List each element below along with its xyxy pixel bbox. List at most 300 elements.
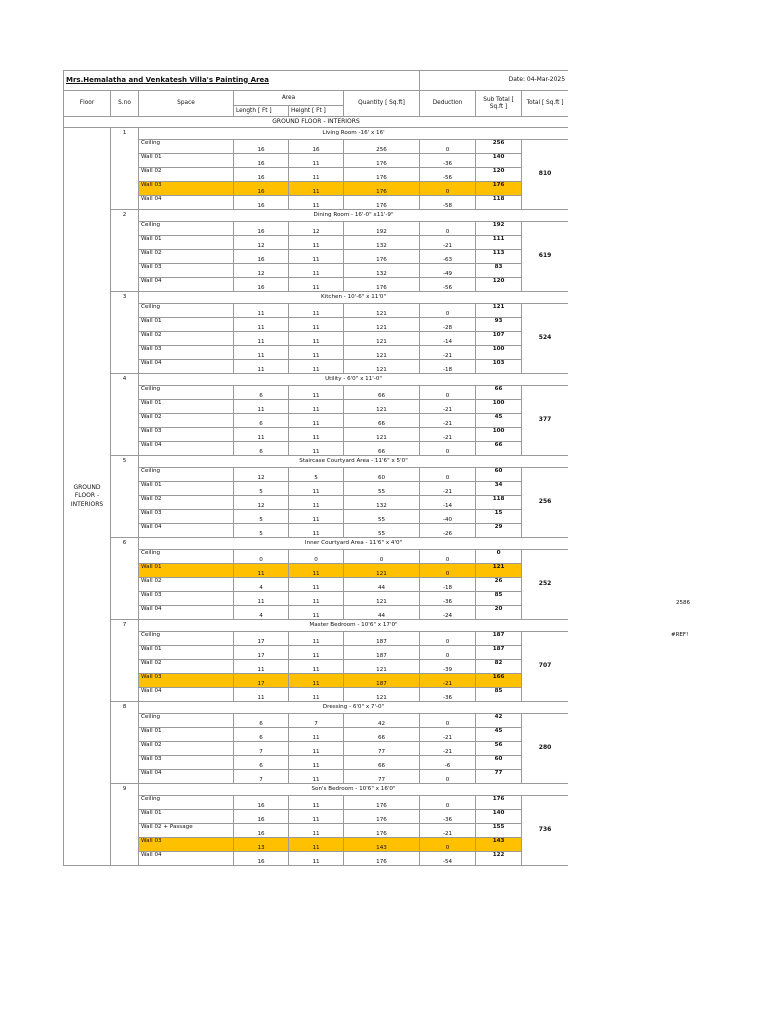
subtotal-cell: 66	[476, 442, 522, 456]
deduction-cell: -56	[420, 278, 476, 292]
room-sno: 4	[111, 374, 139, 456]
length-cell: 6	[234, 714, 289, 728]
quantity-cell: 55	[344, 482, 420, 496]
height-cell: 11	[289, 182, 344, 196]
height-cell: 11	[289, 360, 344, 374]
header-height: Height [ Ft ]	[289, 106, 344, 117]
header-deduction: Deduction	[420, 91, 476, 117]
deduction-cell: 0	[420, 222, 476, 236]
height-cell: 11	[289, 632, 344, 646]
length-cell: 11	[234, 592, 289, 606]
height-cell: 11	[289, 606, 344, 620]
height-cell: 11	[289, 510, 344, 524]
height-cell: 11	[289, 578, 344, 592]
header-total: Total [ Sq.ft ]	[522, 91, 568, 117]
painting-area-sheet	[63, 70, 568, 936]
table-row	[64, 742, 569, 756]
space-cell: Wall 03	[139, 674, 234, 688]
deduction-cell: -58	[420, 196, 476, 210]
height-cell: 11	[289, 810, 344, 824]
table-row	[64, 592, 569, 606]
subtotal-cell: 120	[476, 278, 522, 292]
table-row	[64, 468, 569, 482]
table-row	[64, 414, 569, 428]
deduction-cell: -63	[420, 250, 476, 264]
length-cell: 7	[234, 742, 289, 756]
length-cell: 16	[234, 796, 289, 810]
length-cell: 6	[234, 442, 289, 456]
deduction-cell: 0	[420, 468, 476, 482]
space-cell: Wall 03	[139, 756, 234, 770]
table-row	[64, 810, 569, 824]
length-cell: 5	[234, 524, 289, 538]
table-row	[64, 606, 569, 620]
quantity-cell: 121	[344, 564, 420, 578]
height-cell: 11	[289, 674, 344, 688]
subtotal-cell: 83	[476, 264, 522, 278]
height-cell: 11	[289, 318, 344, 332]
subtotal-cell: 192	[476, 222, 522, 236]
height-cell: 11	[289, 824, 344, 838]
length-cell: 5	[234, 510, 289, 524]
space-cell: Wall 02	[139, 742, 234, 756]
side-note-value: 2586	[676, 600, 690, 606]
length-cell: 11	[234, 332, 289, 346]
subtotal-cell: 118	[476, 196, 522, 210]
table-row	[64, 796, 569, 810]
height-cell: 11	[289, 660, 344, 674]
space-cell: Ceiling	[139, 714, 234, 728]
space-cell: Wall 04	[139, 770, 234, 784]
header-subtotal: Sub Total [ Sq.ft ]	[476, 91, 522, 117]
length-cell: 17	[234, 632, 289, 646]
deduction-cell: -21	[420, 674, 476, 688]
header-area: Area	[234, 91, 344, 106]
header-floor: Floor	[64, 91, 111, 117]
length-cell: 12	[234, 496, 289, 510]
quantity-cell: 55	[344, 510, 420, 524]
table-row	[64, 346, 569, 360]
space-cell: Wall 01	[139, 482, 234, 496]
table-row	[64, 578, 569, 592]
height-cell: 7	[289, 714, 344, 728]
subtotal-cell: 143	[476, 838, 522, 852]
space-cell: Wall 02	[139, 578, 234, 592]
subtotal-cell: 122	[476, 852, 522, 866]
header-sno: S.no	[111, 91, 139, 117]
table-row	[64, 524, 569, 538]
room-label: Master Bedroom - 10'6" x 17'0"	[139, 620, 569, 632]
space-cell: Wall 02	[139, 250, 234, 264]
length-cell: 12	[234, 468, 289, 482]
length-cell: 6	[234, 414, 289, 428]
deduction-cell: 0	[420, 770, 476, 784]
table-row	[64, 660, 569, 674]
deduction-cell: 0	[420, 714, 476, 728]
height-cell: 11	[289, 278, 344, 292]
room-header-row	[64, 210, 569, 222]
subtotal-cell: 155	[476, 824, 522, 838]
quantity-cell: 66	[344, 386, 420, 400]
space-cell: Wall 01	[139, 564, 234, 578]
length-cell: 16	[234, 154, 289, 168]
room-total: 524	[522, 304, 568, 374]
length-cell: 13	[234, 838, 289, 852]
header-space: Space	[139, 91, 234, 117]
subtotal-cell: 187	[476, 646, 522, 660]
quantity-cell: 176	[344, 182, 420, 196]
space-cell: Ceiling	[139, 222, 234, 236]
deduction-cell: -21	[420, 400, 476, 414]
room-sno: 9	[111, 784, 139, 866]
space-cell: Wall 02	[139, 660, 234, 674]
table-row	[64, 646, 569, 660]
height-cell: 5	[289, 468, 344, 482]
height-cell: 11	[289, 524, 344, 538]
room-sno: 2	[111, 210, 139, 292]
subtotal-cell: 140	[476, 154, 522, 168]
quantity-cell: 121	[344, 592, 420, 606]
height-cell: 11	[289, 442, 344, 456]
quantity-cell: 176	[344, 250, 420, 264]
table-row	[64, 182, 569, 196]
room-label: Dining Room - 16'-0" x11'-9"	[139, 210, 569, 222]
room-total: 280	[522, 714, 568, 784]
quantity-cell: 187	[344, 632, 420, 646]
quantity-cell: 176	[344, 796, 420, 810]
length-cell: 11	[234, 304, 289, 318]
space-cell: Wall 01	[139, 728, 234, 742]
deduction-cell: -54	[420, 852, 476, 866]
height-cell: 11	[289, 196, 344, 210]
table-row	[64, 728, 569, 742]
quantity-cell: 121	[344, 688, 420, 702]
subtotal-cell: 121	[476, 304, 522, 318]
room-label: Living Room -16' x 16'	[139, 128, 569, 140]
deduction-cell: -36	[420, 688, 476, 702]
quantity-cell: 121	[344, 346, 420, 360]
table-row	[64, 510, 569, 524]
space-cell: Wall 04	[139, 524, 234, 538]
room-header-row	[64, 702, 569, 714]
subtotal-cell: 113	[476, 250, 522, 264]
deduction-cell: -14	[420, 332, 476, 346]
deduction-cell: 0	[420, 386, 476, 400]
length-cell: 16	[234, 824, 289, 838]
height-cell: 11	[289, 154, 344, 168]
room-total: 810	[522, 140, 568, 210]
quantity-cell: 187	[344, 646, 420, 660]
quantity-cell: 66	[344, 414, 420, 428]
length-cell: 0	[234, 550, 289, 564]
room-label: Kitchen - 10'-6" x 11'0"	[139, 292, 569, 304]
room-sno: 3	[111, 292, 139, 374]
quantity-cell: 77	[344, 770, 420, 784]
space-cell: Wall 01	[139, 400, 234, 414]
space-cell: Wall 04	[139, 196, 234, 210]
subtotal-cell: 120	[476, 168, 522, 182]
space-cell: Wall 01	[139, 810, 234, 824]
quantity-cell: 121	[344, 332, 420, 346]
table-row	[64, 688, 569, 702]
quantity-cell: 66	[344, 442, 420, 456]
quantity-cell: 176	[344, 852, 420, 866]
length-cell: 5	[234, 482, 289, 496]
subtotal-cell: 140	[476, 810, 522, 824]
deduction-cell: -18	[420, 578, 476, 592]
floor-label: GROUND FLOOR - INTERIORS	[64, 128, 111, 866]
deduction-cell: 0	[420, 564, 476, 578]
length-cell: 6	[234, 386, 289, 400]
deduction-cell: -56	[420, 168, 476, 182]
room-sno: 5	[111, 456, 139, 538]
table-row	[64, 824, 569, 838]
quantity-cell: 143	[344, 838, 420, 852]
subtotal-cell: 45	[476, 414, 522, 428]
space-cell: Wall 03	[139, 182, 234, 196]
height-cell: 11	[289, 646, 344, 660]
length-cell: 16	[234, 182, 289, 196]
length-cell: 16	[234, 810, 289, 824]
side-note-ref: #REF!	[671, 632, 689, 638]
space-cell: Ceiling	[139, 140, 234, 154]
height-cell: 11	[289, 168, 344, 182]
deduction-cell: -40	[420, 510, 476, 524]
quantity-cell: 121	[344, 400, 420, 414]
deduction-cell: 0	[420, 838, 476, 852]
quantity-cell: 121	[344, 360, 420, 374]
deduction-cell: -49	[420, 264, 476, 278]
deduction-cell: -21	[420, 428, 476, 442]
room-label: Utility - 6'0" x 11'-0"	[139, 374, 569, 386]
length-cell: 11	[234, 360, 289, 374]
deduction-cell: 0	[420, 796, 476, 810]
subtotal-cell: 42	[476, 714, 522, 728]
deduction-cell: -24	[420, 606, 476, 620]
length-cell: 17	[234, 646, 289, 660]
table-row	[64, 428, 569, 442]
table-row	[64, 386, 569, 400]
height-cell: 11	[289, 264, 344, 278]
room-sno: 8	[111, 702, 139, 784]
deduction-cell: -21	[420, 742, 476, 756]
height-cell: 11	[289, 332, 344, 346]
deduction-cell: -21	[420, 414, 476, 428]
space-cell: Wall 04	[139, 688, 234, 702]
height-cell: 11	[289, 742, 344, 756]
height-cell: 12	[289, 222, 344, 236]
subtotal-cell: 121	[476, 564, 522, 578]
quantity-cell: 132	[344, 236, 420, 250]
length-cell: 16	[234, 278, 289, 292]
quantity-cell: 77	[344, 742, 420, 756]
deduction-cell: 0	[420, 140, 476, 154]
room-header-row	[64, 292, 569, 304]
deduction-cell: -36	[420, 810, 476, 824]
deduction-cell: -21	[420, 482, 476, 496]
deduction-cell: 0	[420, 442, 476, 456]
room-label: Son's Bedroom - 10'6" x 16'0"	[139, 784, 569, 796]
sheet-date: Date: 04-Mar-2025	[420, 71, 568, 91]
room-total: 252	[522, 550, 568, 620]
subtotal-cell: 166	[476, 674, 522, 688]
quantity-cell: 176	[344, 278, 420, 292]
quantity-cell: 256	[344, 140, 420, 154]
deduction-cell: -6	[420, 756, 476, 770]
height-cell: 11	[289, 428, 344, 442]
table-row	[64, 714, 569, 728]
space-cell: Wall 01	[139, 154, 234, 168]
length-cell: 12	[234, 236, 289, 250]
deduction-cell: -39	[420, 660, 476, 674]
table-row	[64, 550, 569, 564]
quantity-cell: 176	[344, 810, 420, 824]
length-cell: 16	[234, 852, 289, 866]
room-header-row	[64, 620, 569, 632]
length-cell: 11	[234, 346, 289, 360]
deduction-cell: -36	[420, 592, 476, 606]
painting-area-table	[63, 70, 568, 866]
room-header-row	[64, 456, 569, 468]
table-row	[64, 496, 569, 510]
space-cell: Ceiling	[139, 386, 234, 400]
quantity-cell: 60	[344, 468, 420, 482]
room-header-row	[64, 374, 569, 386]
space-cell: Wall 01	[139, 318, 234, 332]
room-label: Dressing - 6'0" x 7'-0"	[139, 702, 569, 714]
length-cell: 11	[234, 400, 289, 414]
length-cell: 4	[234, 578, 289, 592]
length-cell: 16	[234, 222, 289, 236]
quantity-cell: 132	[344, 264, 420, 278]
table-row	[64, 168, 569, 182]
section-title: GROUND FLOOR - INTERIORS	[64, 117, 569, 128]
subtotal-cell: 176	[476, 182, 522, 196]
room-total: 619	[522, 222, 568, 292]
height-cell: 11	[289, 386, 344, 400]
room-label: Staircase Courtyard Area - 11'6" x 5'0"	[139, 456, 569, 468]
room-total: 707	[522, 632, 568, 702]
height-cell: 11	[289, 728, 344, 742]
subtotal-cell: 20	[476, 606, 522, 620]
space-cell: Wall 04	[139, 360, 234, 374]
height-cell: 16	[289, 140, 344, 154]
length-cell: 16	[234, 196, 289, 210]
subtotal-cell: 77	[476, 770, 522, 784]
room-header-row	[64, 784, 569, 796]
room-total: 256	[522, 468, 568, 538]
quantity-cell: 132	[344, 496, 420, 510]
length-cell: 6	[234, 756, 289, 770]
table-row	[64, 442, 569, 456]
height-cell: 11	[289, 770, 344, 784]
subtotal-cell: 60	[476, 756, 522, 770]
subtotal-cell: 60	[476, 468, 522, 482]
space-cell: Wall 02 + Passage	[139, 824, 234, 838]
subtotal-cell: 26	[476, 578, 522, 592]
table-row	[64, 332, 569, 346]
table-row	[64, 196, 569, 210]
room-header-row	[64, 538, 569, 550]
height-cell: 11	[289, 852, 344, 866]
table-row	[64, 318, 569, 332]
subtotal-cell: 15	[476, 510, 522, 524]
quantity-cell: 121	[344, 660, 420, 674]
space-cell: Wall 04	[139, 278, 234, 292]
room-header-row	[64, 128, 569, 140]
table-row	[64, 360, 569, 374]
height-cell: 11	[289, 304, 344, 318]
quantity-cell: 121	[344, 428, 420, 442]
length-cell: 4	[234, 606, 289, 620]
quantity-cell: 176	[344, 824, 420, 838]
space-cell: Wall 03	[139, 346, 234, 360]
height-cell: 11	[289, 592, 344, 606]
length-cell: 11	[234, 428, 289, 442]
height-cell: 11	[289, 346, 344, 360]
subtotal-cell: 111	[476, 236, 522, 250]
subtotal-cell: 66	[476, 386, 522, 400]
subtotal-cell: 187	[476, 632, 522, 646]
space-cell: Ceiling	[139, 632, 234, 646]
table-row	[64, 236, 569, 250]
room-sno: 1	[111, 128, 139, 210]
space-cell: Wall 01	[139, 646, 234, 660]
length-cell: 7	[234, 770, 289, 784]
deduction-cell: -28	[420, 318, 476, 332]
room-total: 377	[522, 386, 568, 456]
table-row	[64, 770, 569, 784]
length-cell: 12	[234, 264, 289, 278]
quantity-cell: 121	[344, 318, 420, 332]
deduction-cell: 0	[420, 550, 476, 564]
subtotal-cell: 107	[476, 332, 522, 346]
space-cell: Wall 02	[139, 414, 234, 428]
subtotal-cell: 85	[476, 688, 522, 702]
quantity-cell: 66	[344, 728, 420, 742]
space-cell: Wall 03	[139, 838, 234, 852]
table-row	[64, 140, 569, 154]
length-cell: 11	[234, 318, 289, 332]
subtotal-cell: 56	[476, 742, 522, 756]
space-cell: Wall 04	[139, 852, 234, 866]
height-cell: 11	[289, 414, 344, 428]
height-cell: 11	[289, 688, 344, 702]
length-cell: 11	[234, 660, 289, 674]
subtotal-cell: 176	[476, 796, 522, 810]
deduction-cell: 0	[420, 304, 476, 318]
deduction-cell: -21	[420, 346, 476, 360]
subtotal-cell: 85	[476, 592, 522, 606]
room-sno: 6	[111, 538, 139, 620]
header-quantity: Quantity [ Sq.ft]	[344, 91, 420, 117]
subtotal-cell: 34	[476, 482, 522, 496]
sheet-title: Mrs.Hemalatha and Venkatesh Villa's Painting Area	[64, 71, 420, 91]
space-cell: Wall 01	[139, 236, 234, 250]
height-cell: 11	[289, 236, 344, 250]
table-row	[64, 756, 569, 770]
table-row	[64, 222, 569, 236]
height-cell: 0	[289, 550, 344, 564]
height-cell: 11	[289, 250, 344, 264]
space-cell: Wall 02	[139, 168, 234, 182]
quantity-cell: 66	[344, 756, 420, 770]
space-cell: Ceiling	[139, 796, 234, 810]
deduction-cell: -18	[420, 360, 476, 374]
table-row	[64, 838, 569, 852]
room-label: Inner Courtyard Area - 11'6" x 4'0"	[139, 538, 569, 550]
deduction-cell: -36	[420, 154, 476, 168]
